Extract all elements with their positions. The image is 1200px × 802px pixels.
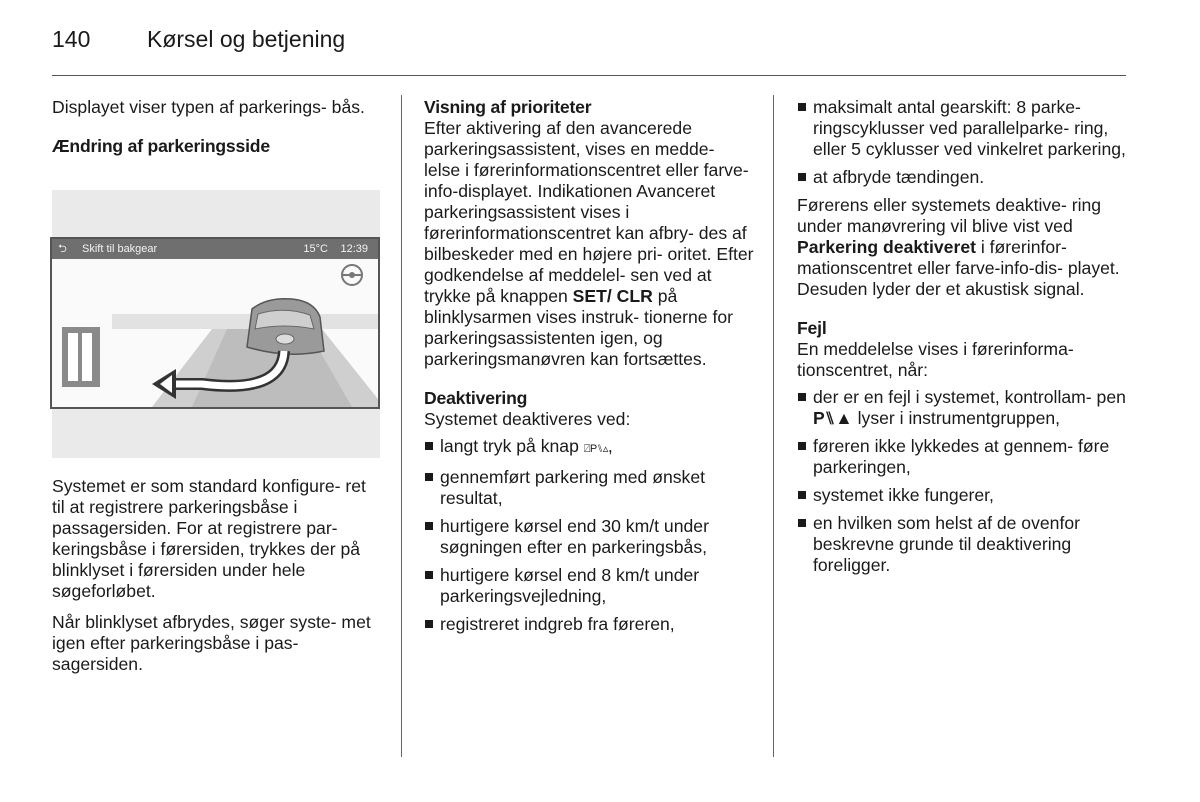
parking-scene-graphic <box>52 259 378 407</box>
back-arrow-icon: ⮌ <box>58 243 67 255</box>
list-item: registreret indgreb fra føreren, <box>424 614 754 635</box>
paragraph: Når blinklyset afbrydes, søger syste- met igen efter parkeringsbåse i pas- sagersiden. <box>52 612 371 674</box>
display-temperature: 15°C <box>303 243 328 255</box>
steering-wheel-icon <box>342 265 362 285</box>
list-item: hurtigere kørsel end 30 km/t under søgningen efter en parkeringsbås, <box>424 516 754 558</box>
list-item: gennemført parkering med ønsket resultat, <box>424 467 754 509</box>
paragraph-text: Efter aktivering af den avancerede parkeringsassistent, vises en medde- lelse i førerinformationscentret eller farve-info-displayet. Indikationen Avanceret parkeringsassistent vises i førerinformationscentret kan afbry- des af bilbeskeder med en højere pri- oritet. Efter godkendelse af meddelel- sen ved at trykke på knappen <box>424 118 754 306</box>
paragraph: Systemet deaktiveres ved: <box>424 409 631 429</box>
list-item: systemet ikke fungerer, <box>797 485 1127 506</box>
parking-button-icon: ⍁P⑊▵ <box>583 443 608 455</box>
message-reference: Parkering deaktiveret <box>797 237 976 257</box>
column-divider-2 <box>773 95 774 757</box>
display-status-bar <box>52 239 378 259</box>
bullet-list <box>797 97 1127 188</box>
bullet-list <box>797 387 1127 576</box>
list-item: en hvilken som helst af de ovenfor beskrevne grunde til deaktivering foreligger. <box>797 513 1127 576</box>
list-item: hurtigere kørsel end 8 km/t under parkeringsvejledning, <box>424 565 754 607</box>
paragraph: Displayet viser typen af parkerings- bås. <box>52 97 365 117</box>
list-item: føreren ikke lykkedes at gennem- føre parkeringen, <box>797 436 1127 478</box>
list-item: maksimalt antal gearskift: 8 parke- ringscyklusser ved parallelparke- ring, eller 5 cyklusser ved vinkelret parkering, <box>797 97 1127 160</box>
section-heading: Ændring af parkeringsside <box>52 136 270 156</box>
button-reference: SET/ CLR <box>572 286 653 306</box>
page-title: Kørsel og betjening <box>147 26 346 52</box>
list-item: at afbryde tændingen. <box>797 167 1127 188</box>
column-1-lower <box>52 476 382 685</box>
car-icon <box>247 299 324 354</box>
column-divider-1 <box>401 95 402 757</box>
page-number: 140 <box>52 26 91 52</box>
display-illustration <box>50 237 380 409</box>
paragraph-text: på blinklysarmen vises instruk- tionerne for parkeringsassistenten igen, og parkeringsmanøvren kan fortsættes. <box>424 286 733 369</box>
list-item: der er en fejl i systemet, kontrollam- pen P⑊▲ lyser i instrumentgruppen, <box>797 387 1127 429</box>
paragraph <box>797 195 1127 300</box>
paragraph-text: Førerens eller systemets deaktive- ring under manøvrering vil blive vist ved <box>797 195 1102 236</box>
paragraph-text: i førerinfor- mationscentret eller farve-info-dis- playet. Desuden lyder der et akustisk signal. <box>797 237 1120 299</box>
bullet-list <box>424 436 754 635</box>
list-item: langt tryk på knap ⍁P⑊▵, <box>424 436 754 460</box>
display-clock: 12:39 <box>340 243 368 255</box>
column-1 <box>52 97 382 157</box>
column-3 <box>797 97 1127 583</box>
paragraph: Systemet er som standard konfigure- ret til at registrere parkeringsbåse i passagersiden. For at registrere par- keringsbåse i førersiden, trykkes der på blinklyset i førersiden under hele søgeforløbet. <box>52 476 366 601</box>
header-rule <box>52 75 1126 76</box>
display-title: Skift til bakgear <box>82 243 158 255</box>
paragraph <box>424 118 754 370</box>
section-heading: Visning af prioriteter <box>424 97 592 117</box>
paragraph: En meddelelse vises i førerinforma- tionscentret, når: <box>797 339 1074 380</box>
warning-lamp-icon: P⑊▲ <box>813 408 853 428</box>
section-heading: Fejl <box>797 318 827 338</box>
section-heading: Deaktivering <box>424 388 528 408</box>
column-2 <box>424 97 754 642</box>
parking-space-icon <box>62 327 100 387</box>
